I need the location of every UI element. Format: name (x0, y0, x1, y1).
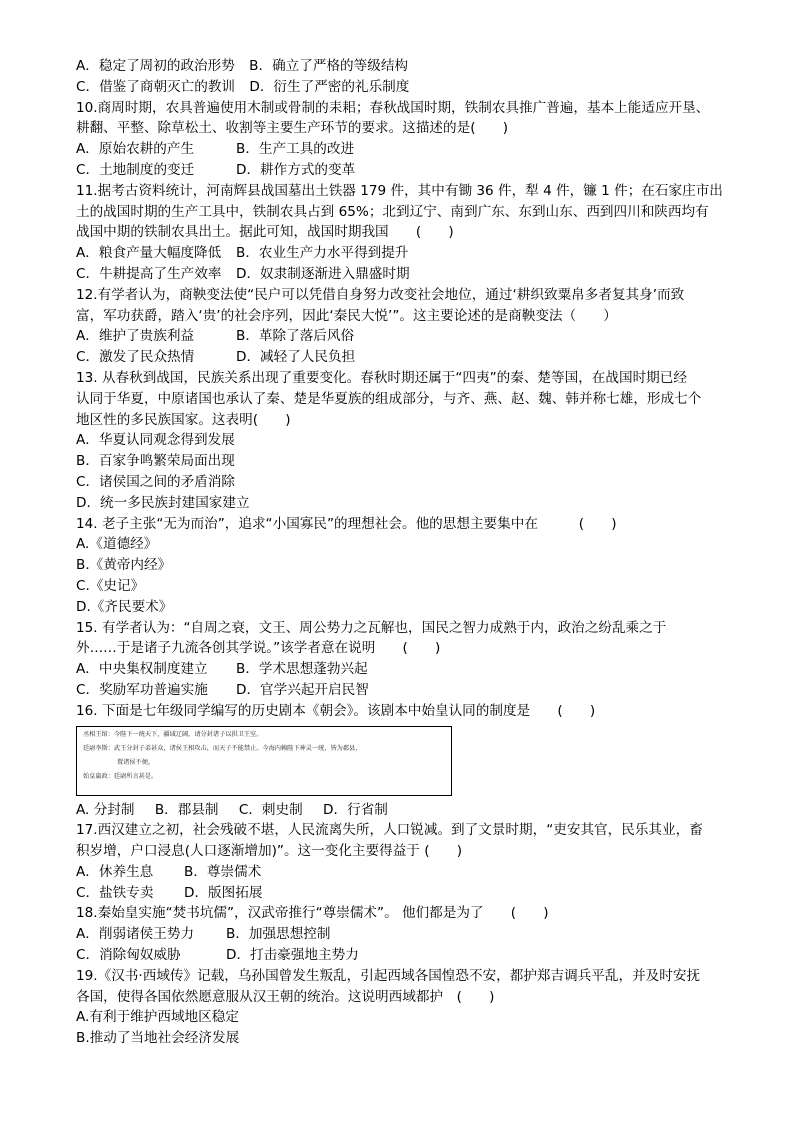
q18-option-a[interactable]: A．削弱诸侯王势力 (76, 926, 195, 943)
q9-options-row2 (76, 77, 732, 98)
q10-option-b[interactable]: B．生产工具的改进 (236, 141, 355, 158)
q13-stem-line3: 地区性的多民族国家。这表明( ) (76, 411, 291, 428)
q9-option-a[interactable]: A．稳定了周初的政治形势 (76, 58, 235, 74)
q11-option-b[interactable]: B．农业生产力水平得到提升 (236, 245, 409, 262)
q9-option-d[interactable]: D．衍生了严密的礼乐制度 (249, 78, 410, 95)
q13-option-a[interactable]: A．华夏认同观念得到发展 (76, 432, 235, 449)
q14-option-d[interactable]: D.《齐民要术》 (76, 598, 173, 615)
exam-page (76, 56, 732, 1049)
q11-option-d[interactable]: D．奴隶制逐渐进入鼎盛时期 (236, 265, 410, 282)
q19-option-a[interactable]: A.有利于维护西域地区稳定 (76, 1009, 239, 1026)
q18-option-c[interactable]: C．消除匈奴威胁 (76, 947, 181, 964)
q15-stem-line2: 外……于是诸子九流各创其学说。”该学者意在说明 ( ) (76, 640, 441, 657)
q11-option-c[interactable]: C．牛耕提高了生产效率 (76, 265, 222, 282)
q11-option-a[interactable]: A．粮食产量大幅度降低 (76, 245, 222, 262)
q17-option-b[interactable]: B．尊崇儒术 (184, 863, 262, 880)
q17-stem-line1: 17.西汉建立之初，社会残破不堪，人民流离失所，人口锐减。到了文景时期，“吏安其官，民乐其业，畜 (76, 822, 703, 839)
q12-stem-line2: 富，军功获爵，踏入‘贵’的社会序列，因此‘秦民大悦’”。这主要论述的是商鞅变法（ ） (76, 307, 617, 324)
q16-stem: 16. 下面是七年级同学编写的历史剧本《朝会》。该剧本中始皇认同的制度是 ( ) (76, 702, 596, 719)
q15-option-c[interactable]: C．奖励军功普遍实施 (76, 681, 208, 698)
q16-option-b[interactable]: B．郡县制 (154, 801, 219, 818)
q18-option-b[interactable]: B．加强思想控制 (226, 926, 331, 943)
q15-options-row1 (76, 659, 732, 680)
q11-stem-line2: 土的战国时期的生产工具中，铁制农具占到 65%；北到辽宁、南到广东、东到山东、西到四川和陕西均有 (76, 203, 709, 220)
q10-option-a[interactable]: A．原始农耕的产生 (76, 141, 195, 158)
q17-option-a[interactable]: A．休养生息 (76, 863, 154, 880)
q12-option-a[interactable]: A．维护了贵族利益 (76, 328, 195, 345)
q15-option-a[interactable]: A．中央集权制度建立 (76, 661, 208, 678)
q16-options-row (76, 800, 732, 821)
q12-options-row2 (76, 347, 732, 368)
q14-option-b[interactable]: B.《黄帝内经》 (76, 557, 172, 574)
q9-option-c[interactable]: C．借鉴了商朝灭亡的教训 (76, 78, 236, 95)
q14-option-c[interactable]: C.《史记》 (76, 577, 145, 594)
script-line-li-2: 置诸侯不便。 (117, 758, 155, 766)
q13-option-b[interactable]: B．百家争鸣繁荣局面出现 (76, 453, 235, 470)
q10-options-row1 (76, 139, 732, 160)
q18-options-row2 (76, 945, 732, 966)
q15-option-b[interactable]: B．学术思想蓬勃兴起 (236, 661, 368, 678)
q16-option-d[interactable]: D．行省制 (323, 801, 388, 818)
q18-option-d[interactable]: D．打击豪强地主势力 (226, 947, 359, 964)
q18-options-row1 (76, 924, 732, 945)
q17-option-c[interactable]: C．盐铁专卖 (76, 884, 154, 901)
q12-stem-line1: 12.有学者认为，商鞅变法使“民户可以凭借自身努力改变社会地位，通过‘耕织致粟帛多者复其身’而致 (76, 286, 685, 303)
q15-stem-line1: 15. 有学者认为：“自周之衰，文王、周公势力之瓦解也，国民之智力成熟于内，政治之纷乱乘之于 (76, 619, 667, 636)
q16-script-box (76, 726, 452, 796)
q12-option-c[interactable]: C．激发了民众热情 (76, 349, 195, 366)
q16-option-a[interactable]: A. 分封制 (76, 801, 135, 818)
q17-options-row1 (76, 862, 732, 883)
q14-option-a[interactable]: A.《道德经》 (76, 536, 158, 553)
q18-stem: 18.秦始皇实施“焚书坑儒”，汉武帝推行“尊崇儒术”。 他们都是为了 ( ) (76, 905, 549, 922)
q9-option-b[interactable]: B．确立了严格的等级结构 (249, 58, 409, 74)
q12-option-b[interactable]: B．革除了落后风俗 (236, 328, 355, 345)
q10-stem-line1: 10.商周时期，农具普遍使用木制或骨制的耒耜；春秋战国时期，铁制农具推广普遍，基本上能适应开垦、 (76, 99, 710, 116)
script-line-li-1: 廷尉李斯：武王分封子弟甚众，诸侯王相攻击，而天子不能禁止。今海内赖陛下神灵一统，皆为郡县， (83, 744, 362, 752)
q15-options-row2 (76, 680, 732, 701)
q10-stem-line2: 耕翻、平整、除草松土、收割等主要生产环节的要求。这描述的是( ) (76, 120, 509, 137)
q19-stem-line2: 各国，使得各国依然愿意服从汉王朝的统治。这说明西域都护 ( ) (76, 988, 495, 1005)
q13-option-d[interactable]: D．统一多民族封建国家建立 (76, 494, 250, 511)
q15-option-d[interactable]: D．官学兴起开启民智 (236, 681, 369, 698)
q10-option-c[interactable]: C．土地制度的变迁 (76, 161, 195, 178)
q9-options-row1 (76, 56, 732, 77)
q17-option-d[interactable]: D．版图拓展 (184, 884, 263, 901)
q14-stem: 14. 老子主张“无为而治”，追求“小国寡民”的理想社会。他的思想主要集中在 ( ) (76, 515, 617, 532)
q11-stem-line3: 战国中期的铁制农具出土。据此可知，战国时期我国 ( ) (76, 224, 454, 241)
q13-option-c[interactable]: C．诸侯国之间的矛盾消除 (76, 473, 236, 490)
q10-option-d[interactable]: D．耕作方式的变革 (236, 161, 356, 178)
q13-stem-line1: 13. 从春秋到战国，民族关系出现了重要变化。春秋时期还属于“四夷”的秦、楚等国，在战国时期已经 (76, 369, 687, 386)
q19-option-b[interactable]: B.推动了当地社会经济发展 (76, 1030, 240, 1047)
q17-stem-line2: 积岁增，户口浸息(人口逐渐增加)”。这一变化主要得益于 ( ) (76, 843, 463, 860)
q13-stem-line2: 认同于华夏，中原诸国也承认了秦、楚是华夏族的组成部分，与齐、燕、赵、魏、韩并称七雄，形成七个 (76, 390, 702, 407)
q11-options-row1 (76, 243, 732, 264)
q12-option-d[interactable]: D．减轻了人民负担 (236, 349, 356, 366)
q11-stem-line1: 11.据考古资料统计，河南辉县战国墓出土铁器 179 件，其中有锄 36 件，犁 4 件，镰 1 件；在石家庄市出 (76, 182, 723, 199)
q10-options-row2 (76, 160, 732, 181)
script-line-ying: 始皇嬴政：廷尉所言甚是。 (83, 772, 158, 780)
q16-option-c[interactable]: C．刺史制 (238, 801, 303, 818)
script-line-wang: 丞相王绾：今陛下一统天下，疆域辽阔，请分封诸子以拱卫王室。 (83, 730, 263, 738)
q11-options-row2 (76, 264, 732, 285)
q19-stem-line1: 19.《汉书·西域传》记载，乌孙国曾发生叛乱，引起西域各国惶恐不安，都护郑吉调兵平乱，并及时安抚 (76, 967, 701, 984)
q12-options-row1 (76, 326, 732, 347)
q17-options-row2 (76, 883, 732, 904)
